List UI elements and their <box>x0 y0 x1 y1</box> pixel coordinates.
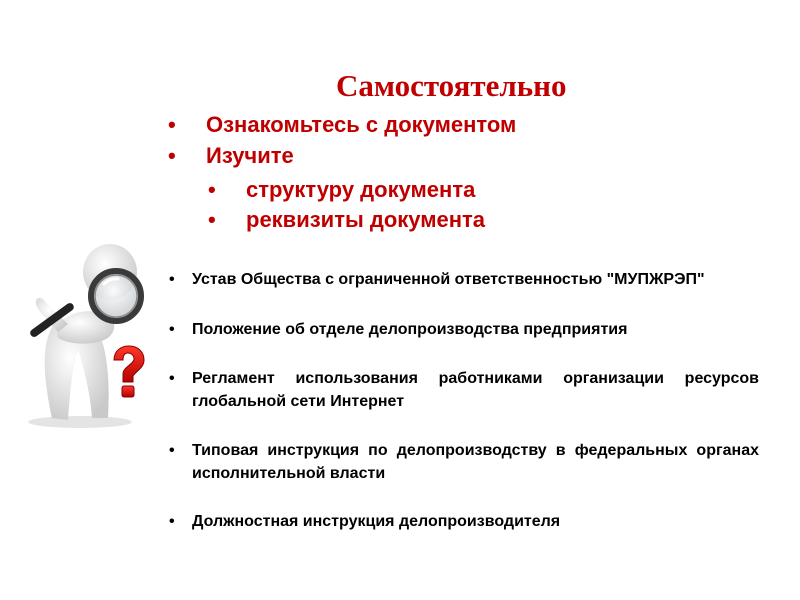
document-text: Типовая инструкция по делопроизводству в федеральных органах исполнительной власти <box>192 442 759 482</box>
question-mark-icon <box>106 344 150 404</box>
document-item-charter <box>165 268 759 291</box>
document-item-job-description <box>165 510 759 533</box>
document-text: Должностная инструкция делопроизводителя <box>192 513 561 530</box>
bullet: • <box>169 321 175 338</box>
task-item-read <box>168 112 517 138</box>
document-text: Регламент использования работниками организации ресурсов глобальной сети Интернет <box>192 370 759 410</box>
document-text: Устав Общества с ограниченной ответственностью "МУПЖРЭП" <box>192 271 705 288</box>
bullet: • <box>169 513 175 530</box>
task-text: структуру документа <box>246 177 476 202</box>
task-text: реквизиты документа <box>246 207 486 232</box>
task-subitem-requisites <box>208 207 486 233</box>
bullet: • <box>169 370 175 387</box>
slide-title: Самостоятельно <box>336 68 567 103</box>
document-item-internet-regulation <box>165 367 759 413</box>
document-item-department-regulation <box>165 318 759 341</box>
figure-with-magnifier-icon <box>18 232 168 432</box>
task-text: Ознакомьтесь с документом <box>206 112 517 137</box>
bullet: • <box>208 177 216 202</box>
bullet: • <box>168 143 176 168</box>
task-text: Изучите <box>206 143 294 168</box>
task-subitem-structure <box>208 177 476 203</box>
task-item-study <box>168 143 294 169</box>
bullet: • <box>168 112 176 137</box>
document-item-model-instruction <box>165 439 759 485</box>
document-list <box>165 268 759 533</box>
bullet: • <box>169 442 175 459</box>
document-text: Положение об отделе делопроизводства предприятия <box>192 321 628 338</box>
bullet: • <box>208 207 216 232</box>
bullet: • <box>169 271 175 288</box>
